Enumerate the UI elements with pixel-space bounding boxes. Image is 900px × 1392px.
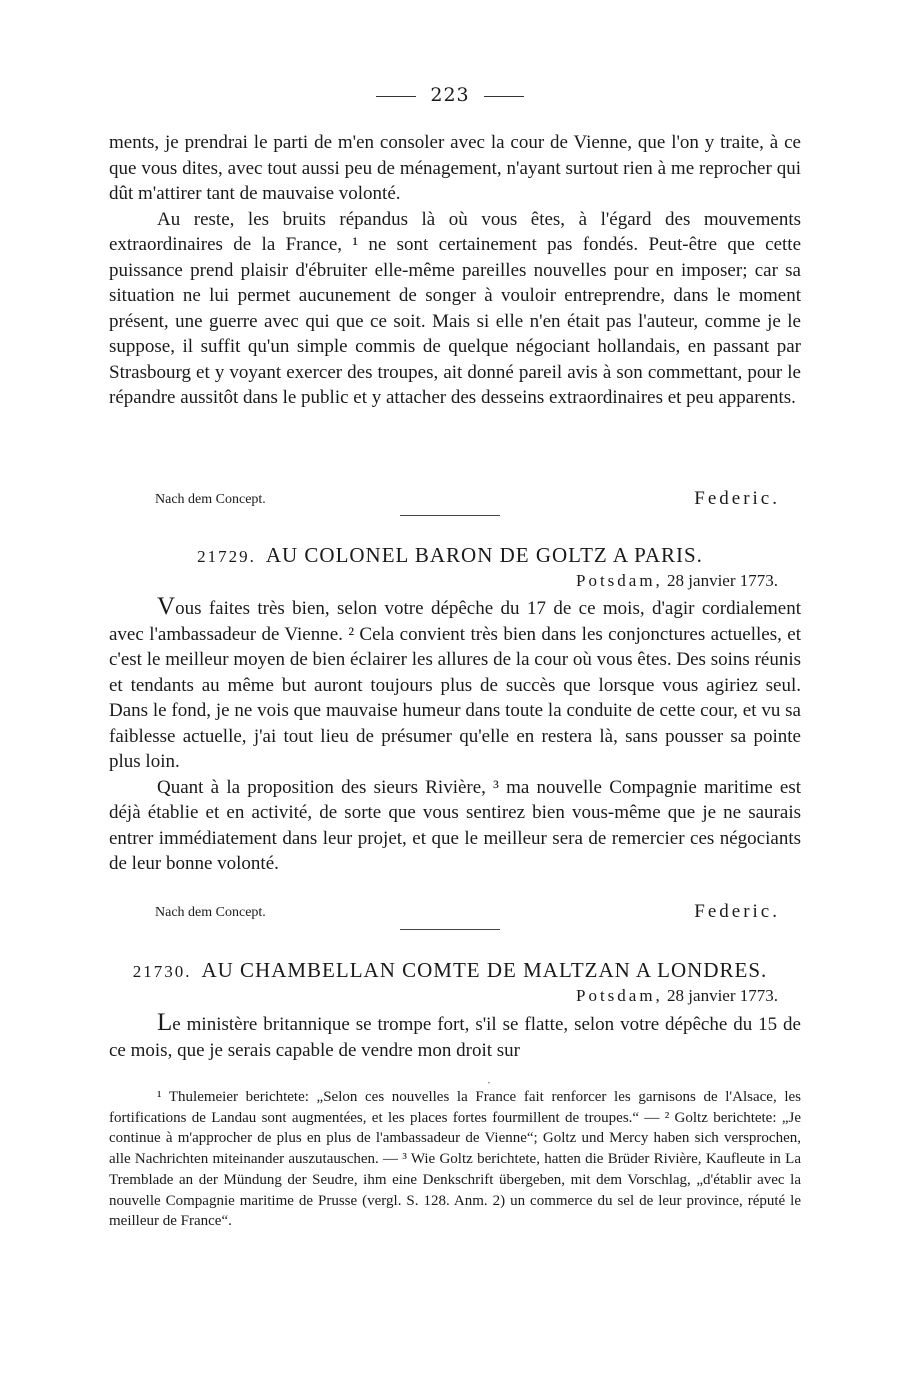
signature: Federic. [694,901,780,922]
letter-paragraph-1-text: e ministère britannique se trompe fort, s'il se flatte, selon votre dépêche du 15 de ce mois, que je serais capable de vendre mon droit sur [109,1014,801,1061]
letter-heading [0,543,900,568]
letter-paragraph-1-text: ous faites très bien, selon votre dépêche du 17 de ce mois, d'agir cordialement avec l'ambassadeur de Vienne. ² Cela convient très bien dans les conjonctures actuelles, et c'est le meilleur moyen de bien éclairer les allures de la cour où vous êtes. Des soins réunis et tendants au même but auront toujours plus de succès que lorsque vous agiriez seul. Dans le fond, je ne vois que mauvaise humeur dans toute la conduite de cette cour, et vu sa faiblesse actuelle, j'ai tout lieu de présumer qu'elle en restera là, sans pousser sa pointe plus loin. [109,598,801,772]
footnotes [109,1087,801,1232]
letter-number: 21729. [197,547,256,566]
section-divider [400,515,500,516]
drop-capital: L [157,1009,173,1036]
source-note: Nach dem Concept. [155,492,266,507]
letter-number: 21730. [132,962,192,981]
signature: Federic. [694,488,780,509]
letter-title: AU COLONEL BARON DE GOLTZ A PARIS. [265,543,703,567]
source-note: Nach dem Concept. [155,905,266,920]
letter-place: Potsdam, [575,571,663,590]
continuation-text [109,130,801,411]
letter-title: AU CHAMBELLAN COMTE DE MALTZAN A LONDRES. [201,958,768,982]
letter-date: 28 janvier 1773. [667,986,778,1005]
continuation-paragraph-1: ments, je prendrai le parti de m'en consoler avec la cour de Vienne, que l'on y traite, à ce que vous dites, avec tout aussi peu de ménagement, n'ayant surtout rien à me reprocher qui dût m'attirer tant de mauvaise volonté. [109,132,801,204]
header-dash-right [484,96,524,97]
letter-paragraph-1 [109,594,801,775]
letter-place: Potsdam, [575,986,663,1005]
section-divider [400,929,500,930]
header-dash-left [376,96,416,97]
letter-date: 28 janvier 1773. [667,571,778,590]
page-header [0,84,900,106]
letter-21729-body [109,594,801,877]
footnote-text: ¹ Thulemeier berichtete: „Selon ces nouvelles la France fait renforcer les garnisons de l'Alsace, les fortifications de Landau sont augmentées, et les places fortes fourmillent de troupes.“ — ² Goltz berichtete: „Je continue à m'approcher de plus en plus de l'ambassadeur de Vienne“; Goltz und Mercy haben sich versprochen, alle Nachrichten miteinander auszutauschen. — ³ Wie Goltz berichtete, hatten die Brüder Rivière, Kaufleute in La Tremblade an der Mündung der Seudre, ihm eine Denkschrift übergeben, mit dem Vorschlag, „d'établir avec la nouvelle Compagnie maritime de Prusse (vergl. S. 128. Anm. 2) un commerce du sel de leur province, réputé le meilleur de France“. [109,1089,801,1230]
page-number: 223 [430,84,470,106]
letter-paragraph-2: Quant à la proposition des sieurs Rivière, ³ ma nouvelle Compagnie maritime est déjà établie et en activité, de sorte que vous sentirez bien vous-même que je ne saurais entrer immédiatement dans leur projet, et que le meilleur sera de remercier ces négociants de leur bonne volonté. [109,776,801,874]
footnote-separator-mark: · [487,1076,491,1090]
letter-dateline [576,571,778,591]
letter-21729-closing [155,901,780,927]
letter-21730-body [109,1010,801,1063]
continuation-paragraph-2: Au reste, les bruits répandus là où vous êtes, à l'égard des mouvements extraordinaires de la France, ¹ ne sont certainement pas fondés. Peut-être que cette puissance prend plaisir d'ébruiter elle-même pareilles nouvelles pour en imposer; car sa situation ne lui permet aucunement de songer à vouloir entreprendre, dans le moment présent, une guerre avec qui que ce soit. Mais si elle n'en était pas l'auteur, comme je le suppose, il suffit qu'un simple commis de quelque négociant hollandais, en passant par Strasbourg et y voyant exercer des troupes, ait donné pareil avis à son commettant, pour le répandre aussitôt dans le public et y attacher des desseins extraordinaires et peu apparents. [109,208,801,408]
continuation-closing [155,488,780,514]
letter-paragraph-1 [109,1010,801,1063]
letter-heading [0,958,900,983]
letter-dateline [576,986,778,1006]
drop-capital: V [157,593,176,620]
